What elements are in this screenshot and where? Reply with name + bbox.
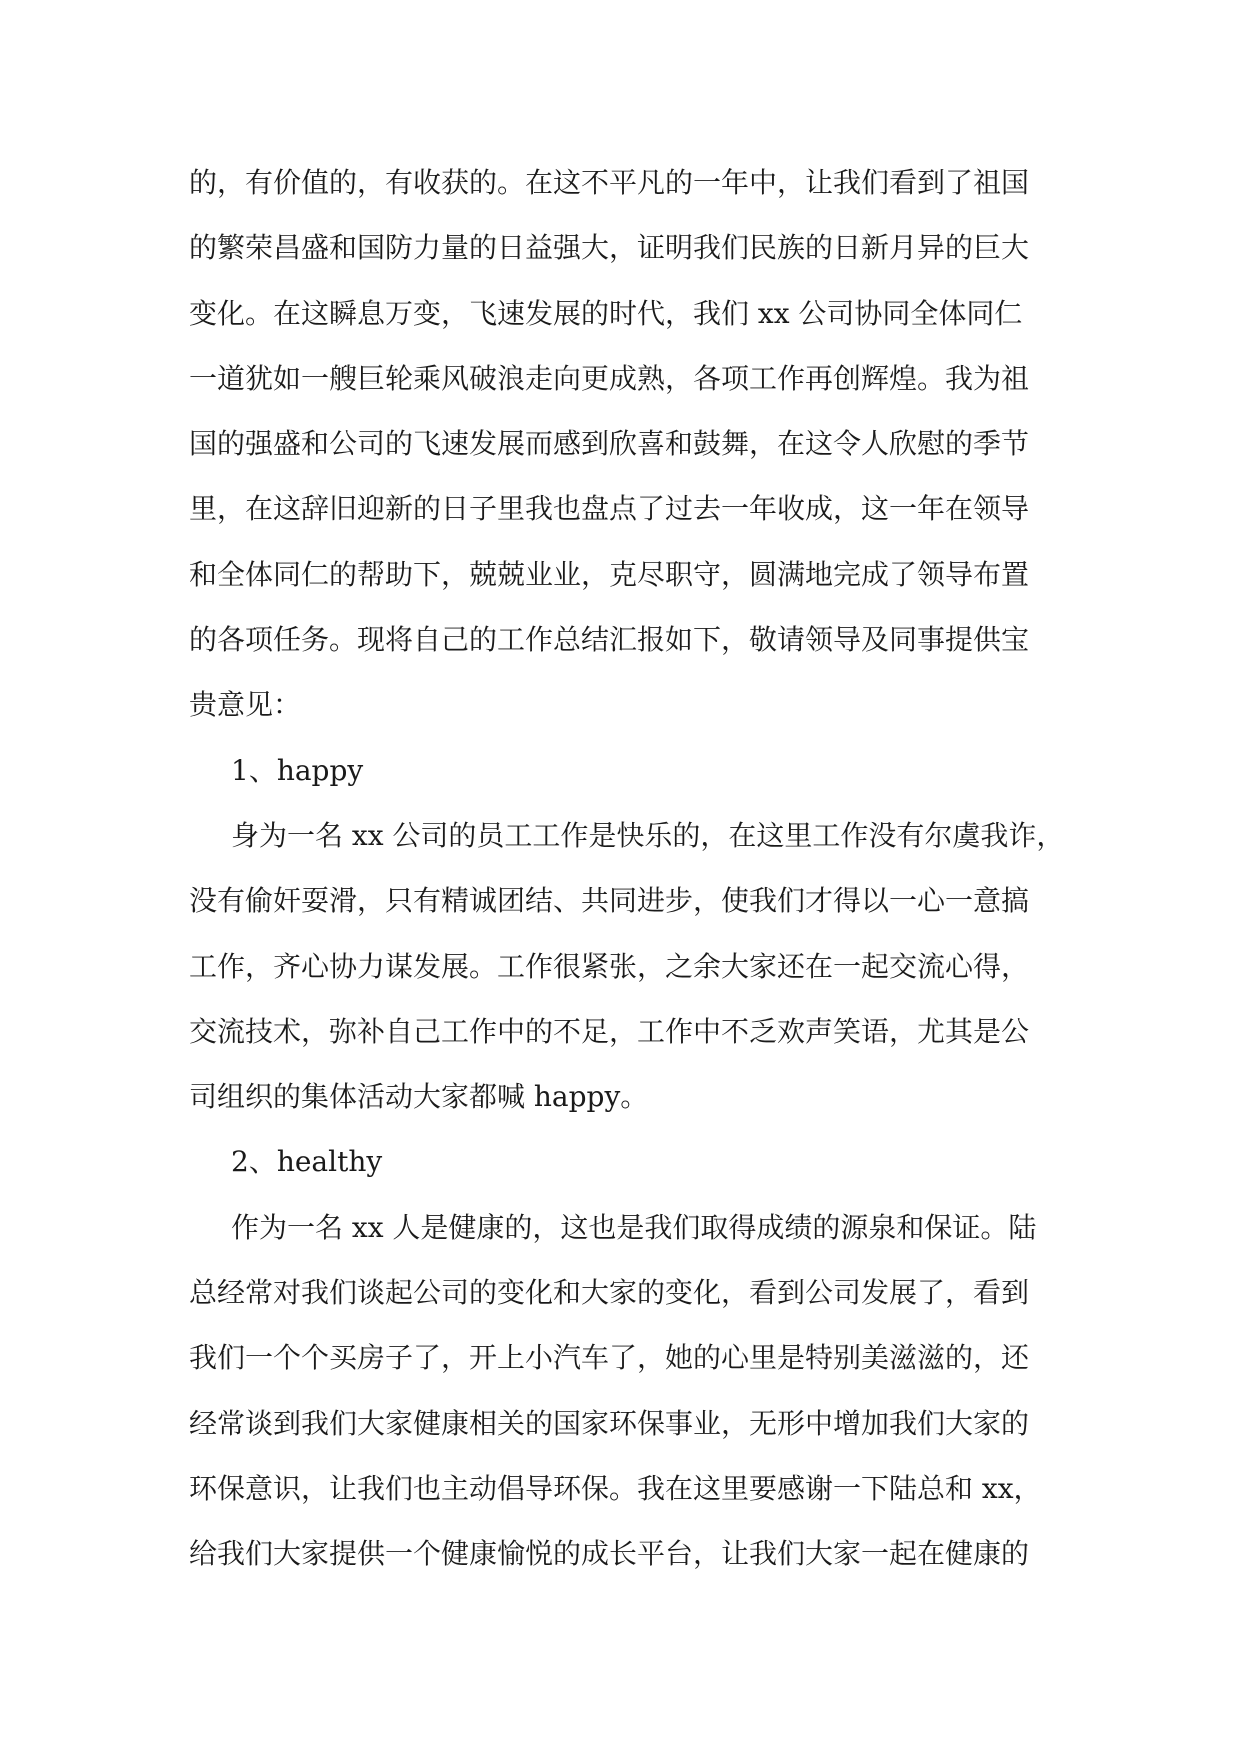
document-body: [189, 150, 1089, 1587]
section-1-line-3: 工作，齐心协力谋发展。工作很紧张，之余大家还在一起交流心得，: [189, 949, 1030, 983]
section-2-line-3: 我们一个个买房子了，开上小汽车了，她的心里是特别美滋滋的，还: [189, 1341, 1030, 1375]
intro-line-1: 的，有价值的，有收获的。在这不平凡的一年中，让我们看到了祖国: [189, 166, 1030, 199]
intro-line-2: 的繁荣昌盛和国防力量的日益强大，证明我们民族的日新月异的巨大: [189, 231, 1030, 265]
intro-line-7: 和全体同仁的帮助下，兢兢业业，克尽职守，圆满地完成了领导布置: [189, 557, 1030, 591]
intro-line-8: 的各项任务。现将自己的工作总结汇报如下，敬请领导及同事提供宝: [189, 623, 1030, 657]
section-2-line-4: 经常谈到我们大家健康相关的国家环保事业，无形中增加我们大家的: [189, 1406, 1030, 1440]
section-1-line-5: 司组织的集体活动大家都喊 happy。: [189, 1080, 649, 1114]
section-2-line-2: 总经常对我们谈起公司的变化和大家的变化，看到公司发展了，看到: [189, 1276, 1030, 1310]
section-2-heading: 2、healthy: [231, 1145, 383, 1179]
intro-line-6: 里，在这辞旧迎新的日子里我也盘点了过去一年收成，这一年在领导: [189, 492, 1030, 526]
intro-line-9: 贵意见：: [189, 688, 302, 722]
intro-line-4: 一道犹如一艘巨轮乘风破浪走向更成熟，各项工作再创辉煌。我为祖: [189, 361, 1030, 395]
intro-line-5: 国的强盛和公司的飞速发展而感到欣喜和鼓舞，在这令人欣慰的季节: [189, 427, 1030, 461]
section-1-line-1: 身为一名 xx 公司的员工工作是快乐的，在这里工作没有尔虞我诈，: [231, 818, 1065, 852]
intro-line-3: 变化。在这瞬息万变，飞速发展的时代，我们 xx 公司协同全体同仁: [189, 296, 1023, 330]
section-1-line-4: 交流技术，弥补自己工作中的不足，工作中不乏欢声笑语，尤其是公: [189, 1014, 1030, 1048]
section-1-heading: 1、happy: [231, 753, 364, 787]
section-2-line-5: 环保意识，让我们也主动倡导环保。我在这里要感谢一下陆总和 xx，: [189, 1471, 1042, 1505]
section-1-line-2: 没有偷奸耍滑，只有精诚团结、共同进步，使我们才得以一心一意搞: [189, 884, 1030, 918]
section-2-line-6: 给我们大家提供一个健康愉悦的成长平台，让我们大家一起在健康的: [189, 1537, 1030, 1571]
section-2-line-1: 作为一名 xx 人是健康的，这也是我们取得成绩的源泉和保证。陆: [231, 1210, 1037, 1244]
